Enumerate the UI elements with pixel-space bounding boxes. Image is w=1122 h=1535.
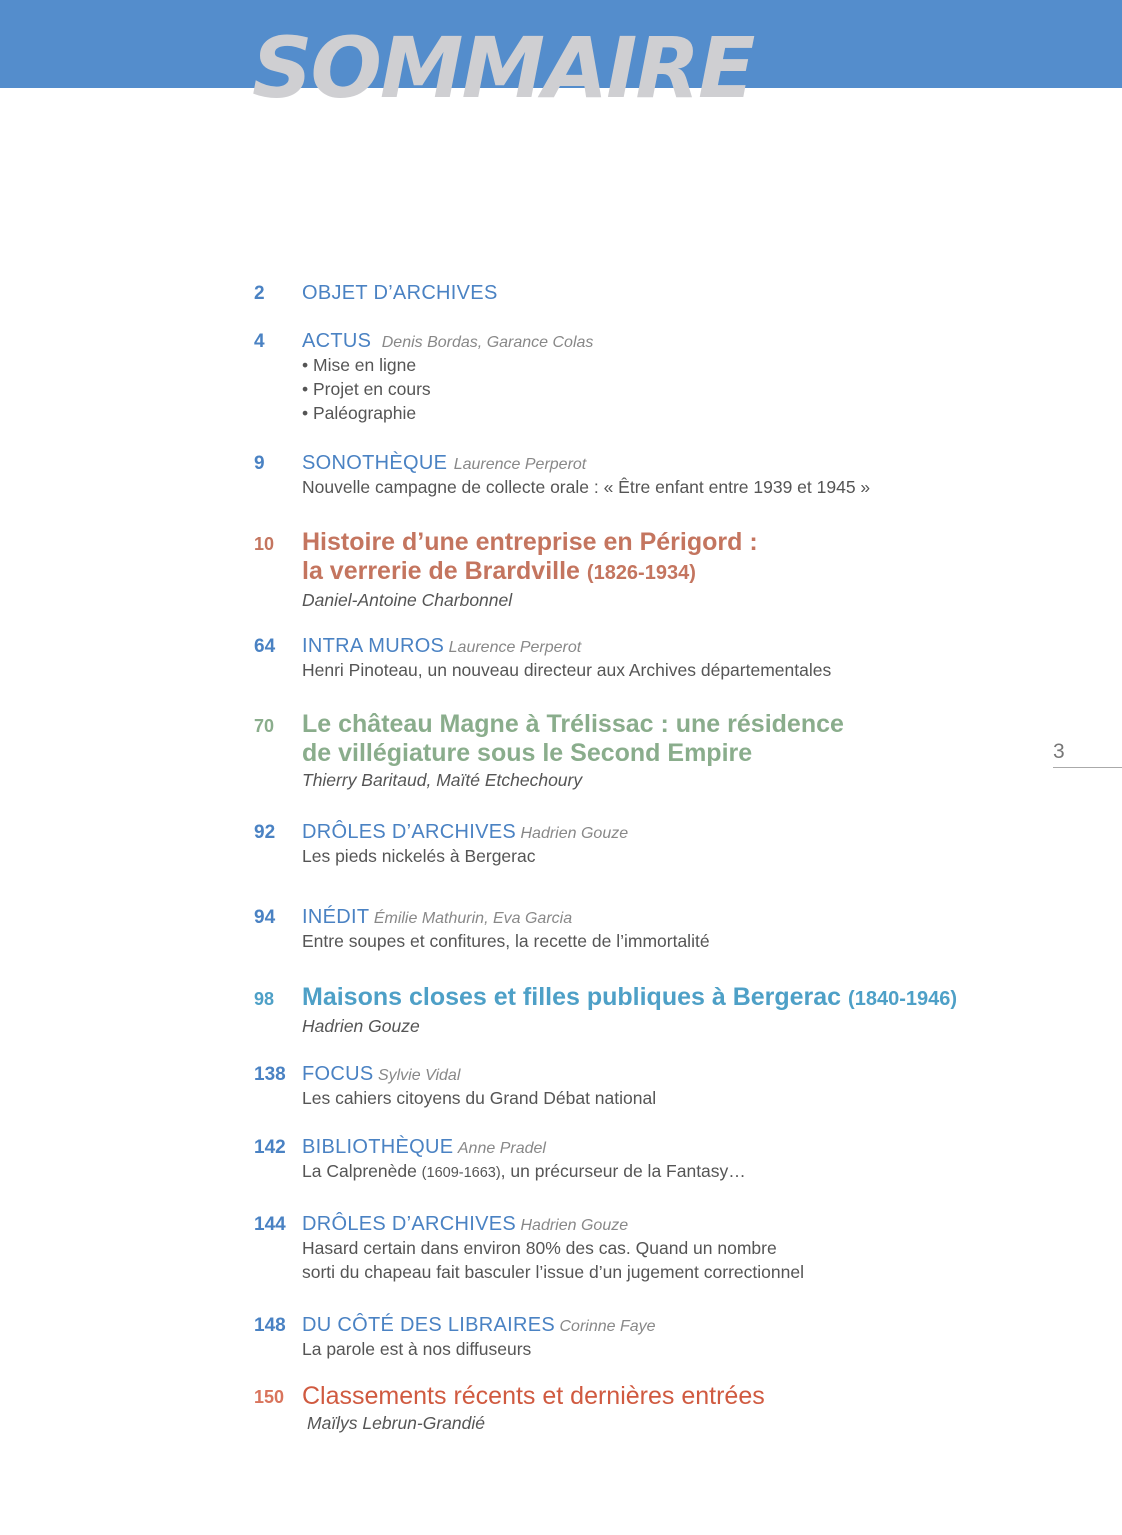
entry-rubric: INTRA MUROS bbox=[302, 635, 445, 657]
page-title: SOMMAIRE bbox=[252, 19, 754, 117]
entry-author: Daniel-Antoine Charbonnel bbox=[302, 590, 513, 610]
entry-bullet: • Paléographie bbox=[302, 403, 417, 423]
entry-title-line2: de villégiature sous le Second Empire bbox=[302, 739, 753, 767]
entry-bullet: • Mise en ligne bbox=[302, 355, 417, 375]
entry-subtitle-dates: (1609-1663) bbox=[421, 1165, 501, 1181]
entry-page-number: 94 bbox=[254, 907, 276, 928]
entry-author: Émilie Mathurin, Eva Garcia bbox=[373, 910, 573, 927]
entry-author: Hadrien Gouze bbox=[520, 825, 629, 842]
entry-author: Corinne Faye bbox=[559, 1318, 656, 1335]
entry-page-number: 9 bbox=[254, 453, 265, 474]
entry-subtitle: Entre soupes et confitures, la recette de l’immortalité bbox=[302, 931, 710, 951]
entry-subtitle: Les cahiers citoyens du Grand Débat national bbox=[302, 1088, 657, 1108]
entry-page-number: 144 bbox=[254, 1214, 286, 1235]
entry-rubric: DRÔLES D’ARCHIVES bbox=[302, 1213, 517, 1235]
entry-page-number: 98 bbox=[254, 989, 275, 1009]
entry-page-number: 70 bbox=[254, 716, 275, 736]
entry-rubric: ACTUS bbox=[302, 330, 372, 352]
entry-dates: (1826-1934) bbox=[586, 562, 696, 584]
entry-rubric: OBJET D’ARCHIVES bbox=[302, 282, 498, 304]
page-number-rule bbox=[1053, 767, 1122, 768]
entry-title: Le château Magne à Trélissac : une résidence bbox=[302, 710, 844, 738]
entry-page-number: 4 bbox=[254, 331, 265, 352]
entry-subtitle: Nouvelle campagne de collecte orale : « Être enfant entre 1939 et 1945 » bbox=[302, 477, 871, 497]
entry-author: Hadrien Gouze bbox=[302, 1016, 420, 1036]
entry-author: Thierry Baritaud, Maïté Etchechoury bbox=[302, 770, 583, 790]
entry-subtitle: Les pieds nickelés à Bergerac bbox=[302, 846, 536, 866]
entry-dates: (1840-1946) bbox=[848, 988, 958, 1010]
entry-subtitle: sorti du chapeau fait basculer l’issue d’un jugement correctionnel bbox=[302, 1262, 804, 1282]
entry-title: Classements récents et dernières entrées bbox=[302, 1382, 765, 1410]
entry-author: Denis Bordas, Garance Colas bbox=[381, 334, 594, 351]
entry-subtitle-text: La Calprenède bbox=[302, 1161, 422, 1181]
entry-subtitle bbox=[302, 1159, 746, 1185]
entry-subtitle-text: , un précurseur de la Fantasy… bbox=[500, 1161, 746, 1181]
entry-rubric: FOCUS bbox=[302, 1063, 374, 1085]
entry-page-number: 142 bbox=[254, 1137, 286, 1158]
entry-page-number: 10 bbox=[254, 534, 275, 554]
entry-rubric: INÉDIT bbox=[302, 906, 370, 928]
entry-page-number: 138 bbox=[254, 1064, 286, 1085]
entry-page-number: 64 bbox=[254, 636, 276, 657]
entry-page-number: 2 bbox=[254, 283, 265, 304]
entry-title: Histoire d’une entreprise en Périgord : bbox=[302, 528, 758, 556]
entry-rubric: BIBLIOTHÈQUE bbox=[302, 1136, 454, 1158]
entry-rubric: DRÔLES D’ARCHIVES bbox=[302, 821, 517, 843]
entry-title: Maisons closes et filles publiques à Bergerac bbox=[302, 983, 842, 1011]
entry-page-number: 150 bbox=[254, 1387, 285, 1407]
page-number: 3 bbox=[1053, 740, 1065, 763]
entry-rubric: DU CÔTÉ DES LIBRAIRES bbox=[302, 1314, 556, 1336]
entry-title-line2 bbox=[302, 557, 758, 588]
entry-author: Maïlys Lebrun-Grandié bbox=[307, 1413, 485, 1433]
entry-page-number: 92 bbox=[254, 822, 276, 843]
entry-author: Laurence Perperot bbox=[453, 456, 587, 473]
entry-author: Hadrien Gouze bbox=[520, 1217, 629, 1234]
entry-author: Anne Pradel bbox=[457, 1140, 546, 1157]
entry-subtitle: La parole est à nos diffuseurs bbox=[302, 1339, 532, 1359]
entry-title-line bbox=[302, 983, 957, 1014]
entry-bullet: • Projet en cours bbox=[302, 379, 431, 399]
entry-title-text: la verrerie de Brardville bbox=[302, 557, 580, 585]
entry-author: Laurence Perperot bbox=[448, 639, 582, 656]
entry-subtitle: Hasard certain dans environ 80% des cas. Quand un nombre bbox=[302, 1238, 777, 1258]
entry-rubric: SONOTHÈQUE bbox=[302, 452, 448, 474]
entry-author: Sylvie Vidal bbox=[377, 1067, 461, 1084]
entry-page-number: 148 bbox=[254, 1315, 286, 1336]
entry-subtitle: Henri Pinoteau, un nouveau directeur aux Archives départementales bbox=[302, 660, 832, 680]
